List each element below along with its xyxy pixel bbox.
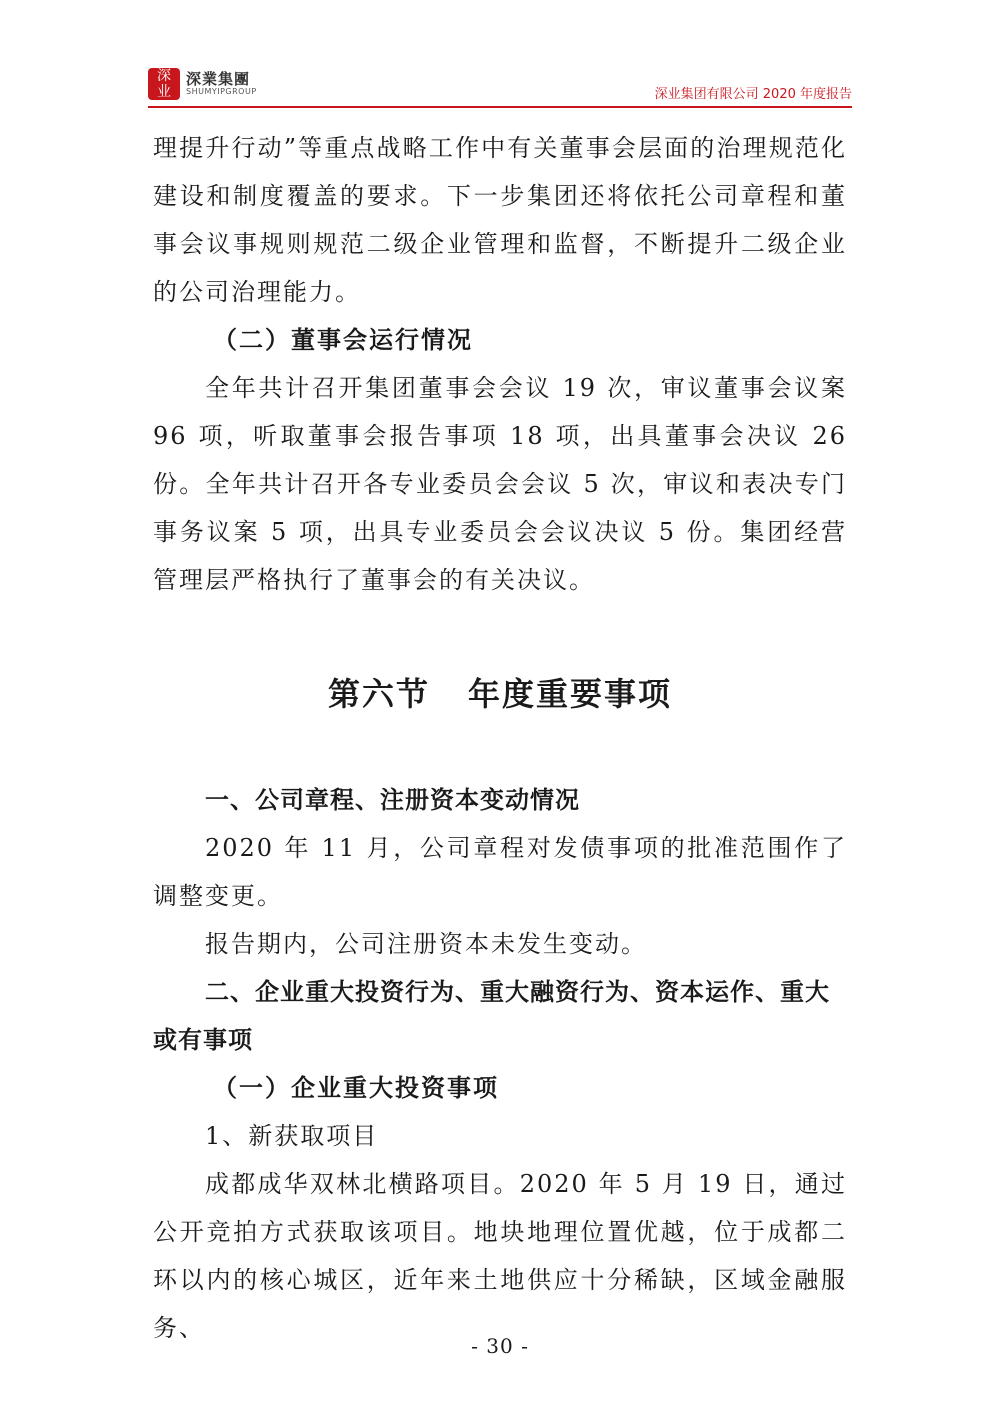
paragraph-articles-change: 2020 年 11 月，公司章程对发债事项的批准范围作了调整变更。 [153, 834, 847, 910]
company-logo-english: SHUMYIPGROUP [186, 87, 257, 96]
section-title [153, 664, 847, 724]
paragraph-governance-cont: 理提升行动”等重点战略工作中有关董事会层面的治理规范化建设和制度覆盖的要求。下一步集团还将依托公司章程和董事会议事规则规范二级企业管理和监督，不断提升二级企业的公司治理能力。 [153, 134, 847, 306]
heading-major-matters: 二、企业重大投资行为、重大融资行为、资本运作、重大或有事项 [153, 978, 830, 1054]
logo-mark-line2: 业 [157, 84, 171, 100]
company-logo-mark [148, 68, 180, 100]
heading-board-operation: （二）董事会运行情况 [213, 326, 473, 354]
page-number: - 30 - [471, 1334, 529, 1358]
report-title: 深业集团有限公司 2020 年度报告 [654, 87, 852, 102]
paragraph-board-meetings: 全年共计召开集团董事会会议 19 次，审议董事会议案 96 项，听取董事会报告事项 18 项，出具董事会决议 26 份。全年共计召开各专业委员会会议 5 次，审议和表决专门事务议案 5 项，出具专业委员会会议决议 5 份。集团经营管理层严格执行了董事会的有关决议。 [153, 374, 847, 594]
page-content [153, 124, 847, 1352]
company-logo-chinese: 深業集團 [186, 70, 251, 88]
paragraph-chengdu-project: 成都成华双林北横路项目。2020 年 5 月 19 日，通过公开竞拍方式获取该项目。地块地理位置优越，位于成都二环以内的核心城区，近年来土地供应十分稀缺，区域金融服务、 [153, 1170, 847, 1342]
list-item-new-projects: 1、新获取项目 [205, 1122, 379, 1150]
paragraph-capital-unchanged: 报告期内，公司注册资本未发生变动。 [205, 930, 647, 958]
logo-mark-line1: 深 [157, 68, 171, 84]
page-header [148, 66, 852, 106]
section-number: 第六节 [327, 675, 430, 713]
section-name: 年度重要事项 [468, 675, 673, 713]
header-divider [148, 106, 852, 108]
heading-articles-capital: 一、公司章程、注册资本变动情况 [205, 786, 580, 814]
heading-major-investment: （一）企业重大投资事项 [213, 1074, 499, 1102]
